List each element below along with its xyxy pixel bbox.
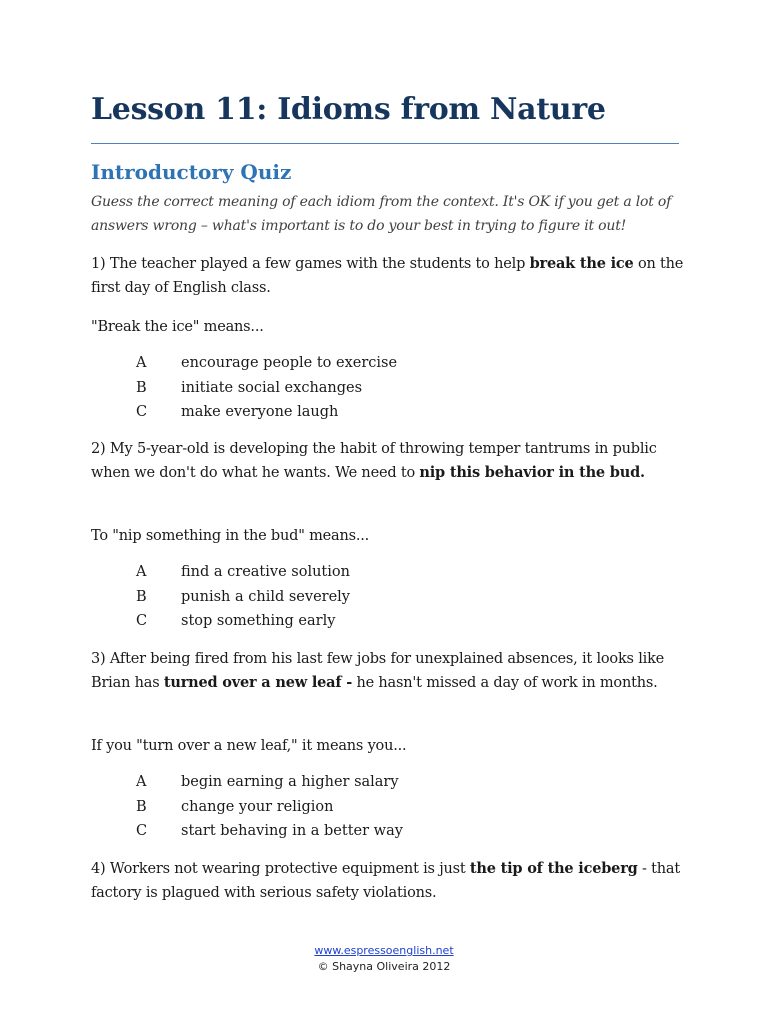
question-3-options	[136, 770, 636, 844]
option-item: C start behaving in a better way	[136, 823, 403, 839]
option-item: B punish a child severely	[136, 588, 351, 605]
section-heading: Introductory Quiz	[91, 160, 292, 184]
question-3-idiom: turned over a new leaf -	[163, 674, 353, 691]
option-item: B initiate social exchanges	[136, 379, 363, 396]
question-2-prompt: To "nip something in the bud" means...	[91, 528, 370, 544]
option-item: A find a creative solution	[136, 564, 350, 580]
quiz-instructions: Guess the correct meaning of each idiom from the context. It's OK if you get a lot of answers wrong – what's important is to do your best in trying to figure it out!	[91, 194, 672, 234]
page-title: Lesson 11: Idioms from Nature	[91, 92, 606, 127]
question-2-options	[136, 560, 636, 634]
website-link[interactable]: www.espressoenglish.net	[314, 944, 454, 957]
footer-copyright: © Shayna Oliveira 2012	[317, 960, 451, 973]
question-1-prompt: "Break the ice" means...	[91, 319, 264, 335]
question-4-idiom: the tip of the iceberg	[469, 860, 638, 877]
question-1-idiom: break the ice	[529, 255, 634, 272]
option-item: C make everyone laugh	[136, 404, 339, 420]
question-2-text: 2) My 5-year-old is developing the habit of throwing temper tantrums in public when we don't do what he wants. We need to nip this behavior in the bud.	[91, 441, 657, 481]
title-divider	[91, 143, 679, 144]
question-4-text: 4) Workers not wearing protective equipment is just the tip of the iceberg - that factory is plagued with serious safety violations.	[91, 860, 680, 901]
question-1-options	[136, 351, 636, 425]
footer-website	[0, 944, 768, 957]
option-item: A encourage people to exercise	[136, 355, 398, 371]
question-3-text: 3) After being fired from his last few jobs for unexplained absences, it looks like Brian has turned over a new leaf - he hasn't missed a day of work in months.	[91, 651, 665, 691]
question-3-prompt: If you "turn over a new leaf," it means you...	[91, 738, 407, 754]
option-item: C stop something early	[136, 613, 336, 629]
question-1-text: 1) The teacher played a few games with the students to help break the ice on the first day of English class.	[91, 255, 684, 296]
option-item: B change your religion	[136, 798, 334, 815]
option-item: A begin earning a higher salary	[136, 774, 399, 790]
question-2-idiom: nip this behavior in the bud.	[419, 464, 645, 481]
